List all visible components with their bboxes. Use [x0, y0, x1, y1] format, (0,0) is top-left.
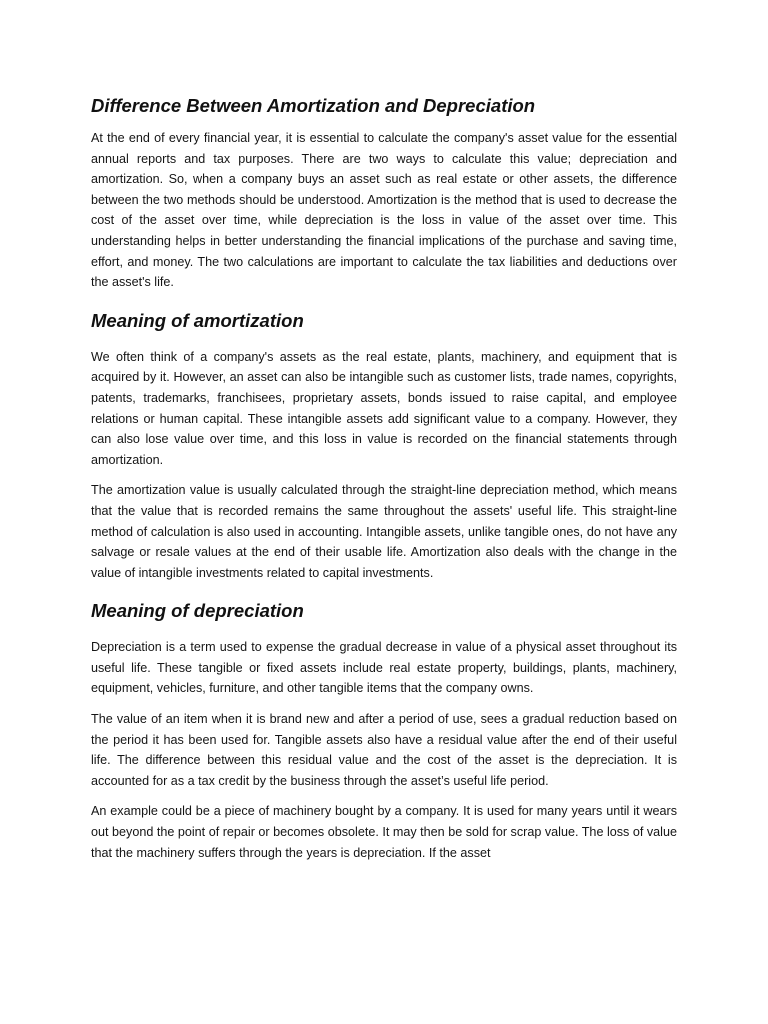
depreciation-paragraph-3: An example could be a piece of machinery bought by a company. It is used for many years until it wears out beyond the point of repair or becomes obsolete. It may then be sold for scrap value. The loss of value that the machinery suffers through the years is depreciation. If the asset: [91, 804, 677, 860]
amortization-paragraph-2: The amortization value is usually calculated through the straight-line depreciation method, which means that the value that is recorded remains the same throughout the assets' useful life. This straight-line method of calculation is also used in accounting. Intangible assets, unlike tangible ones, do not have any salvage or resale values at the end of their usable life. Amortization also deals with the change in the value of intangible investments related to capital investments.: [91, 483, 677, 580]
intro-paragraph: At the end of every financial year, it is essential to calculate the company's asset value for the essential annual reports and tax purposes. There are two ways to calculate this value; depreciation and amortization. So, when a company buys an asset such as real estate or other assets, the difference between the two methods should be understood. Amortization is the method that is used to decrease the cost of the asset over time, while depreciation is the loss in value of the asset over time. This understanding helps in better understanding the financial implications of the purchase and saving time, effort, and money. The two calculations are important to calculate the tax liabilities and deductions over the asset's life.: [91, 131, 677, 290]
depreciation-paragraph-2: The value of an item when it is brand new and after a period of use, sees a gradual reduction based on the period it has been used for. Tangible assets also have a residual value after the end of their useful life. The difference between this residual value and the cost of the asset is the depreciation. It is accounted for as a tax credit by the business through the asset’s useful life period.: [91, 712, 677, 788]
section-heading-amortization: Meaning of amortization: [91, 309, 304, 331]
document-title: Difference Between Amortization and Depreciation: [91, 95, 536, 116]
amortization-paragraph-1: We often think of a company's assets as the real estate, plants, machinery, and equipment that is acquired by it. However, an asset can also be intangible such as customer lists, trade names, copyrights, patents, trademarks, franchisees, proprietary assets, bonds issued to raise capital, and employee relations or human capital. These intangible assets add significant value to a company. However, they can also lose value over time, and this loss in value is recorded on the financial statements through amortization.: [91, 349, 677, 467]
depreciation-paragraph-1: Depreciation is a term used to expense the gradual decrease in value of a physical asset throughout its useful life. These tangible or fixed assets include real estate property, buildings, plants, machinery, equipment, vehicles, furniture, and other tangible items that the company owns.: [91, 640, 677, 696]
section-heading-depreciation: Meaning of depreciation: [91, 600, 304, 622]
